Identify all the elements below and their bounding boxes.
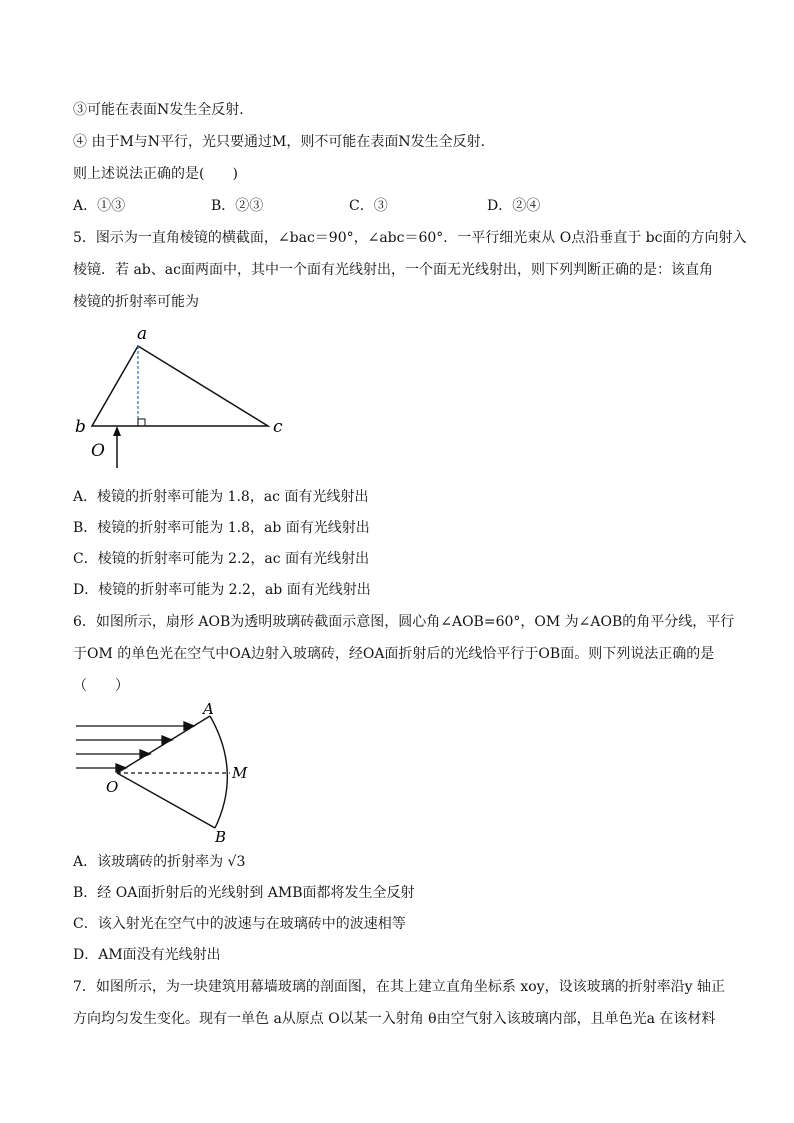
- label-b: b: [75, 417, 86, 437]
- arrow-head: [113, 426, 121, 436]
- q6-option-c: C．该入射光在空气中的波速与在玻璃砖中的波速相等: [73, 916, 406, 932]
- label-o: O: [91, 441, 105, 461]
- q5-option-d: D．棱镜的折射率可能为 2.2，ab 面有光线射出: [73, 582, 371, 598]
- q6-stem-line-3: （ ）: [73, 678, 129, 694]
- label-a: A: [203, 700, 214, 718]
- q5-prism-figure: [70, 320, 300, 472]
- label-c: c: [273, 417, 283, 437]
- q4-option-c: C．③: [349, 198, 388, 214]
- q5-stem-line-3: 棱镜的折射率可能为: [73, 294, 199, 310]
- incident-rays: [76, 722, 194, 772]
- q4-option-a: A．①③: [73, 198, 126, 214]
- radius-oa: [117, 716, 210, 773]
- q5-stem-line-2: 棱镜．若 ab、ac面两面中，其中一个面有光线射出，一个面无光线射出，则下列判断正确的是：该直角: [73, 262, 713, 278]
- prism-triangle: [92, 346, 268, 426]
- label-m: M: [232, 764, 248, 782]
- q5-option-a: A．棱镜的折射率可能为 1.8，ac 面有光线射出: [73, 489, 369, 505]
- arc-amb: [210, 716, 227, 828]
- q6-sector-figure: [70, 700, 270, 848]
- q6-option-b: B．经 OA面折射后的光线射到 AMB面都将发生全反射: [73, 885, 415, 901]
- q6-stem-line-2: 于OM 的单色光在空气中OA边射入玻璃砖，经OA面折射后的光线恰平行于OB面。则下列说法正确的是: [73, 646, 715, 662]
- q6-stem-line-1: 6．如图所示，扇形 AOB为透明玻璃砖截面示意图，圆心角∠AOB=60°，OM 为∠AOB的角平分线，平行: [73, 614, 735, 630]
- q5-option-c: C．棱镜的折射率可能为 2.2，ac 面有光线射出: [73, 551, 370, 567]
- right-angle-mark: [138, 419, 145, 426]
- q5-stem-line-1: 5．图示为一直角棱镜的横截面，∠bac＝90°，∠abc＝60°．一平行细光束从 O点沿垂直于 bc面的方向射入: [73, 230, 747, 246]
- radius-ob: [117, 773, 215, 828]
- q4-prompt: 则上述说法正确的是( ): [73, 166, 238, 182]
- q4-option-d: D．②④: [487, 198, 541, 214]
- q6-option-d: D．AM面没有光线射出: [73, 947, 221, 963]
- label-a: a: [137, 324, 148, 344]
- q4-statement-3: ③可能在表面N发生全反射．: [73, 102, 254, 118]
- q6-option-a: A．该玻璃砖的折射率为 √3: [73, 854, 246, 870]
- label-b: B: [215, 828, 227, 846]
- q4-statement-4: ④ 由于M与N平行，光只要通过M，则不可能在表面N发生全反射．: [73, 134, 495, 150]
- q4-option-b: B．②③: [211, 198, 264, 214]
- label-o: O: [106, 778, 119, 796]
- q5-option-b: B．棱镜的折射率可能为 1.8，ab 面有光线射出: [73, 520, 370, 536]
- q7-stem-line-1: 7．如图所示，为一块建筑用幕墙玻璃的剖面图，在其上建立直角坐标系 xoy，设该玻璃的折射率沿y 轴正: [73, 979, 725, 995]
- q7-stem-line-2: 方向均匀发生变化。现有一单色 a从原点 O以某一入射角 θ由空气射入该玻璃内部，且单色光a 在该材料: [73, 1011, 716, 1027]
